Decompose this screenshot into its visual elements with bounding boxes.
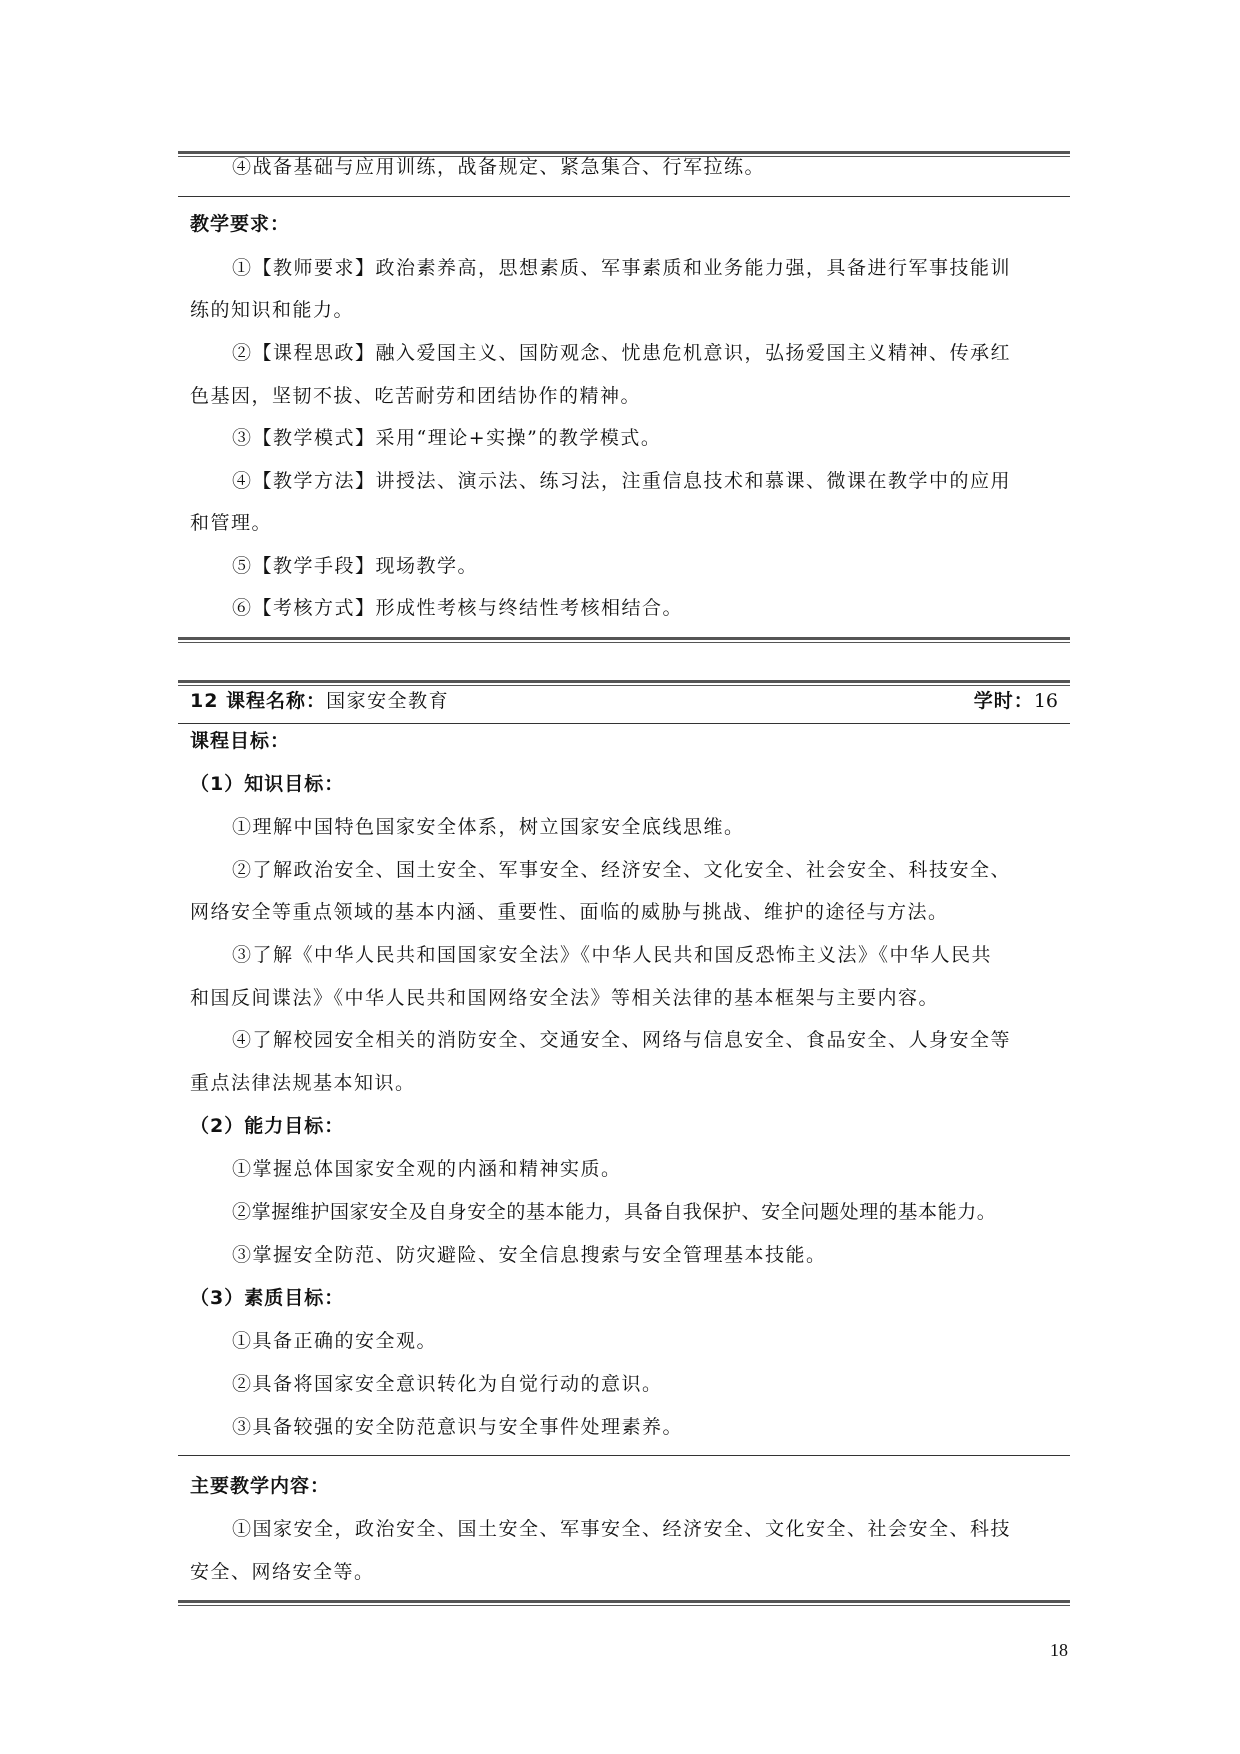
quality-line: ③具备较强的安全防范意识与安全事件处理素养。 xyxy=(232,1416,684,1438)
page-number: 18 xyxy=(1050,1640,1068,1660)
requirement-line: ③【教学模式】采用“理论+实操”的教学模式。 xyxy=(232,427,662,449)
knowledge-heading: （1）知识目标： xyxy=(190,773,345,795)
knowledge-line: ②了解政治安全、国土安全、军事安全、经济安全、文化安全、社会安全、科技安全、 xyxy=(232,859,1012,881)
content-line: 安全、网络安全等。 xyxy=(190,1561,375,1583)
section-end-rule xyxy=(178,637,1070,643)
requirement-line: ⑤【教学手段】现场教学。 xyxy=(232,555,479,577)
knowledge-line: ③了解《中华人民共和国国家安全法》《中华人民共和国反恐怖主义法》《中华人民共 xyxy=(232,944,993,966)
knowledge-line: 重点法律法规基本知识。 xyxy=(190,1072,416,1094)
ability-line: ②掌握维护国家安全及自身安全的基本能力，具备自我保护、安全问题处理的基本能力。 xyxy=(232,1201,997,1223)
knowledge-line: 网络安全等重点领域的基本内涵、重要性、面临的威胁与挑战、维护的途径与方法。 xyxy=(190,901,949,923)
requirement-line: ④【教学方法】讲授法、演示法、练习法，注重信息技术和慕课、微课在教学中的应用 xyxy=(232,470,1012,492)
title-divider xyxy=(178,723,1070,724)
requirement-line: 色基因，坚韧不拔、吃苦耐劳和团结协作的精神。 xyxy=(190,385,642,407)
ability-line: ③掌握安全防范、防灾避险、安全信息搜索与安全管理基本技能。 xyxy=(232,1244,827,1266)
course-name-label: 12 课程名称： xyxy=(190,690,327,712)
objectives-heading: 课程目标： xyxy=(190,730,291,752)
content-heading: 主要教学内容： xyxy=(190,1475,331,1497)
quality-heading: （3）素质目标： xyxy=(190,1287,345,1309)
bottom-rule xyxy=(178,1600,1070,1606)
quality-line: ②具备将国家安全意识转化为自觉行动的意识。 xyxy=(232,1373,663,1395)
knowledge-line: ④了解校园安全相关的消防安全、交通安全、网络与信息安全、食品安全、人身安全等 xyxy=(232,1029,1012,1051)
knowledge-line: ①理解中国特色国家安全体系，树立国家安全底线思维。 xyxy=(232,816,745,838)
ability-heading: （2）能力目标： xyxy=(190,1115,345,1137)
hours-value: 16 xyxy=(1033,690,1058,712)
course-hours xyxy=(974,689,1058,713)
section-divider xyxy=(178,196,1070,197)
ability-line: ①掌握总体国家安全观的内涵和精神实质。 xyxy=(232,1158,622,1180)
course-name: 国家安全教育 xyxy=(326,690,450,712)
requirement-line: 练的知识和能力。 xyxy=(190,299,355,321)
requirements-heading: 教学要求： xyxy=(190,213,291,235)
quality-line: ①具备正确的安全观。 xyxy=(232,1330,438,1352)
course-title-row xyxy=(190,689,1058,713)
content-line: ①国家安全，政治安全、国土安全、军事安全、经济安全、文化安全、社会安全、科技 xyxy=(232,1518,1012,1540)
course-top-rule xyxy=(178,680,1070,686)
requirement-line: ⑥【考核方式】形成性考核与终结性考核相结合。 xyxy=(232,597,684,619)
requirement-line: ①【教师要求】政治素养高，思想素质、军事素质和业务能力强，具备进行军事技能训 xyxy=(232,257,1012,279)
requirement-line: 和管理。 xyxy=(190,512,273,534)
knowledge-line: 和国反间谍法》《中华人民共和国网络安全法》等相关法律的基本框架与主要内容。 xyxy=(190,987,940,1009)
requirement-line: ②【课程思政】融入爱国主义、国防观念、忧患危机意识，弘扬爱国主义精神、传承红 xyxy=(232,342,1012,364)
content-divider xyxy=(178,1455,1070,1456)
content-line: ④战备基础与应用训练，战备规定、紧急集合、行军拉练。 xyxy=(232,156,766,178)
hours-label: 学时： xyxy=(973,690,1034,712)
